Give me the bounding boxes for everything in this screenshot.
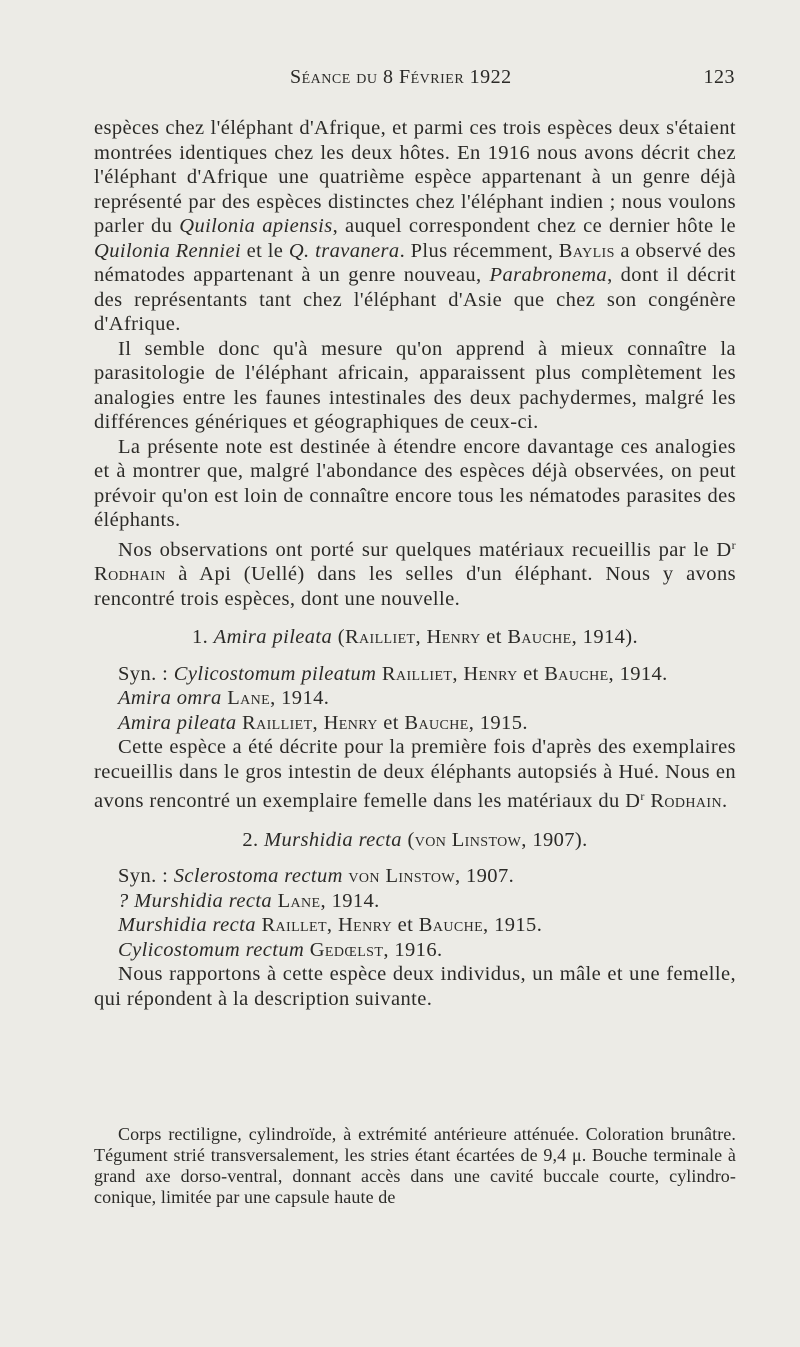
text-span: , 1915. [468, 711, 528, 734]
paragraph-4 [94, 533, 736, 612]
text-span: et [480, 626, 508, 648]
text-span: , 1914. [270, 687, 330, 709]
text-span: et le [241, 239, 289, 262]
species-name: Murshidia recta [118, 914, 256, 936]
author-name: Lane [221, 687, 271, 709]
text-span: . Plus récemment, [399, 239, 559, 262]
syn-prefix: Syn. : [118, 865, 174, 887]
morphology-description [94, 1124, 736, 1208]
text-span: et [377, 711, 405, 734]
author-name: Gedœlst [304, 938, 384, 961]
species-2-description: Nous rapportons à cette espèce deux individus, un mâle et une femelle, qui répondent à la description suivante. [94, 963, 736, 1010]
text-span: ( [401, 828, 415, 851]
text-span: ( [332, 626, 345, 648]
species-name: Sclerostoma rectum [173, 865, 343, 887]
text-span: Corps rectiligne, cylindroïde, à extrémité antérieure atténuée. Coloration brunâtre. Tégument strié transversalement, les stries étant écartées de 9,4 [94, 1124, 736, 1165]
author-name: Bauche [418, 914, 484, 936]
species-name: Quilonia apiensis [179, 215, 333, 237]
species-name: Cylicostomum pileatum [173, 662, 377, 685]
species-name: Amira omra [118, 687, 222, 709]
synonym-line [94, 864, 736, 889]
author-name: Railliet, Henry [376, 662, 518, 685]
page-number: 123 [703, 66, 735, 88]
species-name: ? Murshidia recta [118, 889, 273, 912]
text-span: , 1916. [383, 938, 443, 961]
species-2-heading [94, 828, 736, 853]
author-name: Bauche [404, 711, 469, 734]
synonym-line [94, 662, 736, 687]
text-span: . [722, 790, 728, 812]
species-name: Quilonia Renniei [94, 239, 242, 262]
author-name: Bauche [544, 662, 609, 685]
author-name: Railliet, Henry [344, 626, 481, 648]
text-span: et [392, 914, 419, 936]
text-span: a observé des nématodes appartenant à un genre nouveau, [94, 239, 736, 286]
species-name: Amira pileata [118, 711, 237, 734]
species-name: Q. travanera [288, 239, 400, 262]
author-name: Lane [272, 889, 321, 912]
species-name: Murshidia recta [264, 828, 402, 851]
text-span: et [517, 662, 545, 685]
syn-prefix: Syn. : [118, 662, 174, 685]
author-name: Railliet, Henry [236, 711, 378, 734]
author-name: Raillet, Henry [255, 914, 393, 936]
text-span: Nos observations ont porté sur quelques matériaux recueillis par le D [118, 538, 732, 561]
running-head: Séance du 8 Février 1922 [290, 66, 512, 88]
text-span: à Api (Uellé) dans les selles d'un éléphant. Nous y avons rencontré trois espèces, dont une nouvelle. [94, 563, 736, 610]
synonym-line [94, 711, 736, 736]
body-text [94, 116, 736, 1011]
author-name: Rodhain [644, 790, 723, 812]
synonym-line [94, 938, 736, 963]
text-span: Cette espèce a été décrite pour la première fois d'après des exemplaires recueillis dans le gros intestin de deux éléphants autopsiés à Hué. Nous en avons rencontré un exemplaire femelle dans les matériaux du D [94, 736, 736, 812]
text-span: , 1907). [521, 828, 588, 851]
micron-symbol: μ [571, 1145, 582, 1165]
description-paragraph [94, 1124, 736, 1208]
species-number: 1. [191, 626, 214, 648]
text-span: espèces chez l'éléphant d'Afrique, et parmi ces trois espèces deux s'étaient montrées identiques chez les deux hôtes. En 1916 nous avons décrit chez l'éléphant d'Afrique une quatrième espèce appartenant à un genre déjà représenté par des espèces distinctes chez l'éléphant indien ; nous voulons parler du [94, 117, 736, 237]
synonym-line [94, 686, 736, 711]
author-name: von Linstow [342, 865, 455, 887]
page-header [0, 66, 800, 96]
species-1-description [94, 735, 736, 814]
text-span: , 1907. [454, 865, 515, 887]
species-number: 2. [242, 828, 265, 851]
text-span: , auquel correspondent chez ce dernier hôte le [332, 215, 737, 237]
superscript: r [731, 537, 736, 552]
species-name: Cylicostomum rectum [118, 938, 305, 961]
text-span: , 1914. [608, 662, 668, 685]
author-name: Bauche [507, 626, 572, 648]
author-name: von Linstow [414, 828, 522, 851]
paragraph-2: Il semble donc qu'à mesure qu'on apprend à mieux connaître la parasitologie de l'éléphant africain, apparaissent plus complètement les analogies entre les faunes intestinales des deux pachydermes, malgré les différences génériques et géographiques de ceux-ci. [94, 337, 736, 433]
text-span: , dont il décrit des représentants tant chez l'éléphant d'Asie que chez son congénère d'Afrique. [94, 264, 736, 335]
synonym-line [94, 913, 736, 938]
superscript: r [640, 789, 645, 803]
synonym-line [94, 889, 736, 914]
paragraph-1 [94, 116, 736, 337]
text-span: , 1914. [320, 889, 380, 912]
species-name: Amira pileata [213, 626, 333, 648]
author-name: Rodhain [94, 563, 166, 585]
text-span: , 1915. [483, 914, 543, 936]
species-1-heading [94, 625, 736, 650]
genus-name: Parabronema [489, 264, 608, 286]
text-span: , 1914). [571, 626, 639, 648]
text-span: . Bouche terminale à grand axe dorso-ventral, donnant accès dans une cavité buccale courte, cylindro-conique, limitée par une capsule haute de [94, 1145, 736, 1207]
author-name: Baylis [558, 239, 615, 262]
paragraph-3: La présente note est destinée à étendre encore davantage ces analogies et à montrer que, malgré l'abondance des espèces déjà observées, on peut prévoir qu'on est loin de connaître encore tous les nématodes parasites des éléphants. [94, 435, 736, 531]
